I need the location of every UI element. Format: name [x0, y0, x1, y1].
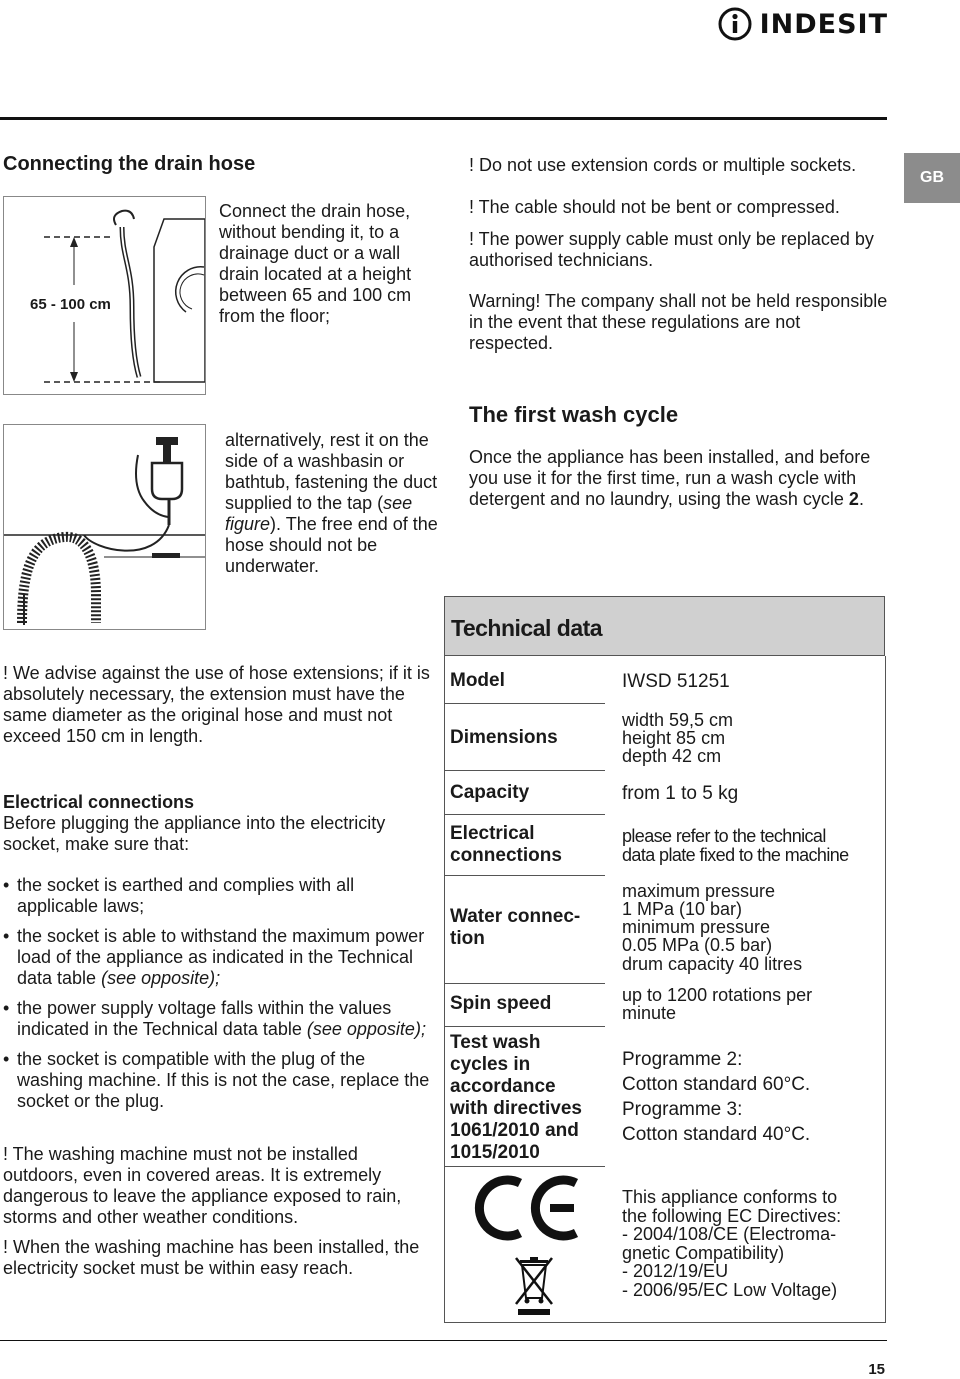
electrical-value-line2: data plate fixed to the machine: [622, 845, 849, 865]
conformity-line: - 2004/108/CE (Electroma-: [622, 1224, 837, 1244]
row-divider: [444, 1166, 605, 1167]
list-item-text: the socket is compatible with the plug of the washing machine. If this is not the case, replace the socket or the plug.: [17, 1049, 430, 1111]
drain-instruction-2: [225, 430, 440, 577]
conformity-line: - 2012/19/EU: [622, 1261, 729, 1281]
brand-logo-text: INDESIT: [759, 8, 888, 40]
see-figure-ref: see figure: [225, 493, 413, 534]
weee-bin-icon: [514, 1256, 554, 1316]
drain-instruction-1: Connect the drain hose, without bending it, to a drainage duct or a wall drain located at a height between 65 and 100 cm from the floor;: [219, 201, 412, 326]
electrical-label-line2: connections: [450, 845, 562, 866]
outdoor-installation-warning: ! The washing machine must not be installed outdoors, even in covered areas. It is extremely dangerous to leave the appliance exposed to rain, storms and other weather conditions.: [3, 1144, 402, 1227]
model-label: Model: [450, 670, 505, 691]
technical-data-header: [444, 596, 885, 656]
washbasin-hose-illustration: [4, 425, 205, 629]
electrical-checklist: [3, 875, 431, 1121]
see-opposite-ref: (see opposite);: [101, 968, 221, 988]
water-label-line2: tion: [450, 928, 485, 949]
capacity-value: from 1 to 5 kg: [622, 783, 739, 804]
row-divider: [444, 770, 605, 771]
ec-conformity-statement: [622, 1188, 884, 1299]
dimensions-label: Dimensions: [450, 727, 558, 748]
electrical-intro: Before plugging the appliance into the electricity socket, make sure that:: [3, 813, 386, 854]
programme-3-value: Cotton standard 40°C.: [622, 1124, 811, 1145]
bullet-dot: •: [3, 926, 10, 946]
first-wash-period: .: [858, 489, 864, 509]
drain-instruction-2-end: ). The free end of the hose should not be underwater.: [225, 514, 438, 576]
test-cycles-label-line4: with directives: [450, 1098, 582, 1119]
water-label-line1: Water connec-: [450, 906, 581, 927]
list-item: [3, 998, 431, 1040]
language-tab: GB: [904, 153, 960, 203]
dimensions-width: width 59,5 cm: [622, 710, 734, 730]
spin-speed-value-line1: up to 1200 rotations per: [622, 985, 813, 1005]
water-min-pressure-label: minimum pressure: [622, 917, 771, 937]
drain-instruction-2-start: alternatively, rest it on the side of a washbasin or bathtub, fastening the duct supplied to the tap (: [225, 430, 438, 513]
bullet-dot: •: [3, 1049, 10, 1069]
note-liability-warning: Warning! The company shall not be held responsible in the event that these regulations are not respected.: [469, 291, 888, 353]
technical-data-title: Technical data: [451, 615, 603, 641]
height-range-label: 65 - 100 cm: [30, 296, 111, 313]
programme-2-label: Programme 2:: [622, 1049, 743, 1070]
list-item-text: the socket is earthed and complies with all applicable laws;: [17, 875, 355, 916]
programme-2-value: Cotton standard 60°C.: [622, 1074, 811, 1095]
info-icon: [718, 7, 752, 41]
dimensions-depth: depth 42 cm: [622, 746, 722, 766]
first-wash-cycle-number: 2: [848, 489, 859, 509]
model-value: IWSD 51251: [622, 671, 730, 692]
capacity-label: Capacity: [450, 782, 530, 803]
dimensions-height: height 85 cm: [622, 728, 726, 748]
drain-height-figure: [3, 196, 206, 395]
spin-speed-label: Spin speed: [450, 993, 552, 1014]
row-divider: [444, 983, 605, 984]
note-extension-cords: ! Do not use extension cords or multiple sockets.: [469, 155, 857, 175]
row-divider: [444, 814, 605, 815]
test-cycles-label-line2: cycles in: [450, 1054, 531, 1075]
drain-hose-heading: Connecting the drain hose: [3, 153, 256, 175]
water-max-pressure-value: 1 MPa (10 bar): [622, 899, 743, 919]
row-divider: [444, 1026, 605, 1027]
row-divider: [444, 703, 605, 704]
list-item: [3, 875, 431, 917]
first-wash-body: Once the appliance has been installed, and before you use it for the first time, run a wash cycle with detergent and no laundry, using the wash cycle: [469, 447, 871, 509]
hose-extension-warning: ! We advise against the use of hose extensions; if it is absolutely necessary, the extension must have the same diameter as the original hose and must not exceed 150 cm in length.: [3, 663, 430, 746]
list-item-text: the power supply voltage falls within the values indicated in the Technical data table: [17, 998, 392, 1039]
top-rule: [0, 117, 887, 120]
conformity-line: gnetic Compatibility): [622, 1242, 785, 1263]
list-item: [3, 1049, 431, 1112]
page-number: 15: [868, 1361, 885, 1378]
tap-connection-figure: [3, 424, 206, 630]
spin-speed-value-line2: minute: [622, 1003, 677, 1023]
conformity-line: the following EC Directives:: [622, 1205, 842, 1226]
drum-capacity-value: drum capacity 40 litres: [622, 954, 803, 974]
socket-reach-warning: ! When the washing machine has been installed, the electricity socket must be within easy reach.: [3, 1237, 420, 1278]
first-wash-text: [469, 447, 889, 510]
bullet-dot: •: [3, 875, 10, 895]
ce-mark-icon: [474, 1173, 584, 1243]
list-item-text: the socket is able to withstand the maximum power load of the appliance as indicated in the Technical data table: [17, 926, 425, 988]
test-cycles-label-line5: 1061/2010 and: [450, 1120, 579, 1141]
water-min-pressure-value: 0.05 MPa (0.5 bar): [622, 935, 773, 955]
electrical-value-line1: please refer to the technical: [622, 826, 826, 846]
conformity-line: This appliance conforms to: [622, 1187, 838, 1207]
conformity-line: - 2006/95/EC Low Voltage): [622, 1279, 838, 1300]
note-cable-bent: ! The cable should not be bent or compressed.: [469, 197, 840, 217]
bottom-rule: [0, 1340, 887, 1341]
brand-logo: [718, 6, 888, 42]
test-cycles-label-line3: accordance: [450, 1076, 556, 1097]
test-cycles-label-line6: 1015/2010: [450, 1142, 540, 1163]
see-opposite-ref: (see opposite);: [306, 1019, 426, 1039]
electrical-notes: [469, 155, 889, 368]
water-max-pressure-label: maximum pressure: [622, 881, 776, 901]
programme-3-label: Programme 3:: [622, 1099, 743, 1120]
electrical-connections-heading: Electrical connections: [3, 792, 195, 812]
note-cable-replacement: ! The power supply cable must only be replaced by authorised technicians.: [469, 229, 874, 270]
bullet-dot: •: [3, 998, 10, 1018]
list-item: [3, 926, 431, 989]
first-wash-heading: The first wash cycle: [469, 402, 679, 427]
test-cycles-label-line1: Test wash: [450, 1032, 541, 1053]
electrical-label-line1: Electrical: [450, 823, 535, 844]
row-divider: [444, 875, 605, 876]
